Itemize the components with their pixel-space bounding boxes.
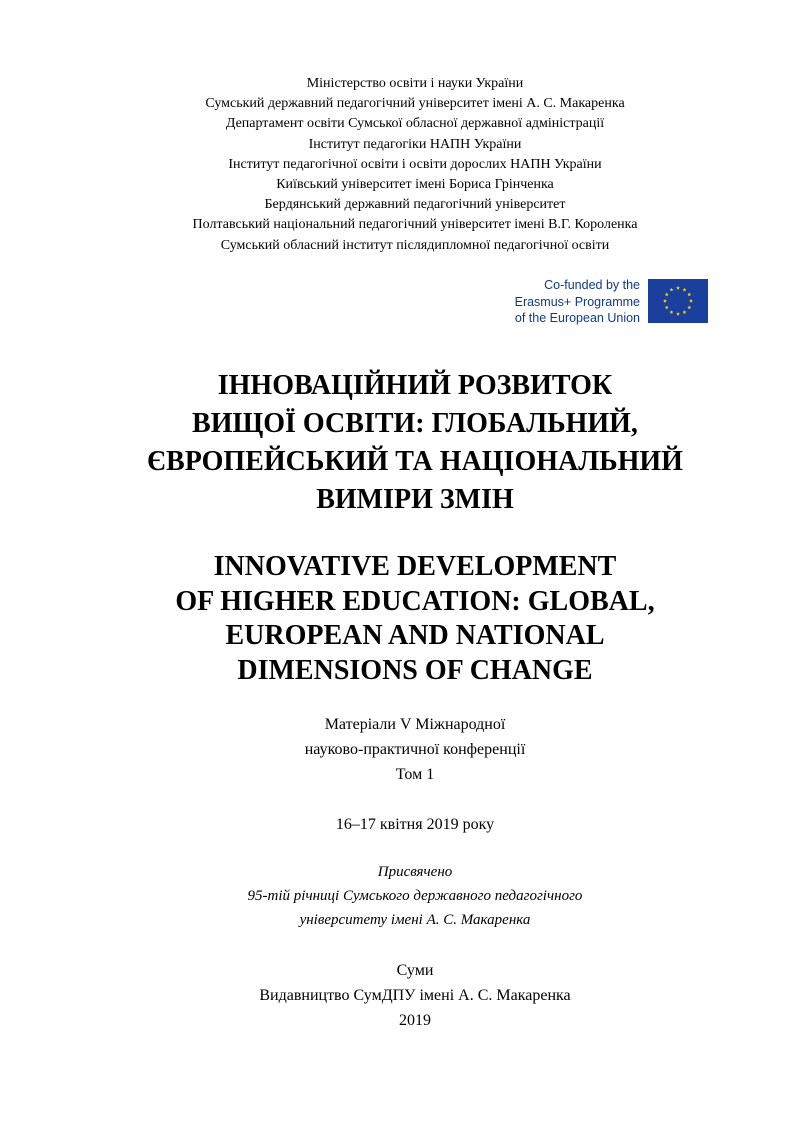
erasmus-logo — [510, 277, 710, 327]
organization-line: Київський університет імені Бориса Грінченка — [276, 177, 554, 193]
materials-line: Матеріали V Міжнародної — [324, 716, 506, 733]
erasmus-logo-text — [510, 277, 640, 327]
publisher-name: Видавництво СумДПУ імені А. С. Макаренка — [259, 987, 571, 1004]
organization-line: Департамент освіти Сумської обласної державної адміністрації — [225, 116, 605, 132]
publisher-year: 2019 — [399, 1012, 431, 1029]
title-line: ЄВРОПЕЙСЬКИЙ ТА НАЦІОНАЛЬНИЙ — [147, 446, 683, 477]
title-line: INNOVATIVE DEVELOPMENT — [213, 551, 617, 582]
organization-line: Бердянський державний педагогічний університет — [264, 197, 566, 213]
dedication-line: Присвячено — [377, 864, 453, 880]
eu-flag-icon — [648, 279, 708, 323]
conference-materials — [0, 712, 794, 787]
title-line: DIMENSIONS OF CHANGE — [237, 654, 593, 686]
volume-label: Том 1 — [395, 766, 435, 783]
erasmus-line: Erasmus+ Programme — [514, 294, 640, 309]
publisher-block — [0, 958, 794, 1033]
organization-line: Міністерство освіти і науки України — [306, 76, 524, 91]
publisher-city: Суми — [396, 962, 434, 979]
organization-line: Сумський обласний інститут післядипломної педагогічної освіти — [220, 237, 610, 253]
title-line: ВИЩОЇ ОСВІТИ: ГЛОБАЛЬНИЙ, — [192, 408, 638, 439]
title-line: ІННОВАЦІЙНИЙ РОЗВИТОК — [217, 370, 613, 401]
title-ukrainian — [0, 367, 794, 519]
title-english — [0, 550, 794, 688]
dedication-line: університету імені А. С. Макаренка — [299, 912, 531, 928]
organizations-list — [0, 74, 794, 256]
materials-line: науково-практичної конференції — [304, 741, 526, 758]
title-line: EUROPEAN AND NATIONAL — [225, 620, 605, 651]
erasmus-line: Co-funded by the — [544, 278, 640, 292]
dedication — [0, 860, 794, 932]
erasmus-line: of the European Union — [514, 311, 640, 325]
organization-line: Сумський державний педагогічний університет імені А. С. Макаренка — [205, 96, 625, 112]
title-line: OF HIGHER EDUCATION: GLOBAL, — [175, 585, 655, 617]
organization-line: Інститут педагогіки НАПН України — [308, 136, 522, 152]
conference-dates: 16–17 квітня 2019 року — [335, 816, 495, 833]
organization-line: Полтавський національний педагогічний університет імені В.Г. Короленка — [192, 217, 638, 233]
title-line: ВИМІРИ ЗМІН — [316, 484, 514, 515]
organization-line: Інститут педагогічної освіти і освіти дорослих НАПН України — [228, 156, 602, 172]
dedication-line: 95-тій річниці Сумського державного педагогічного — [247, 888, 583, 904]
